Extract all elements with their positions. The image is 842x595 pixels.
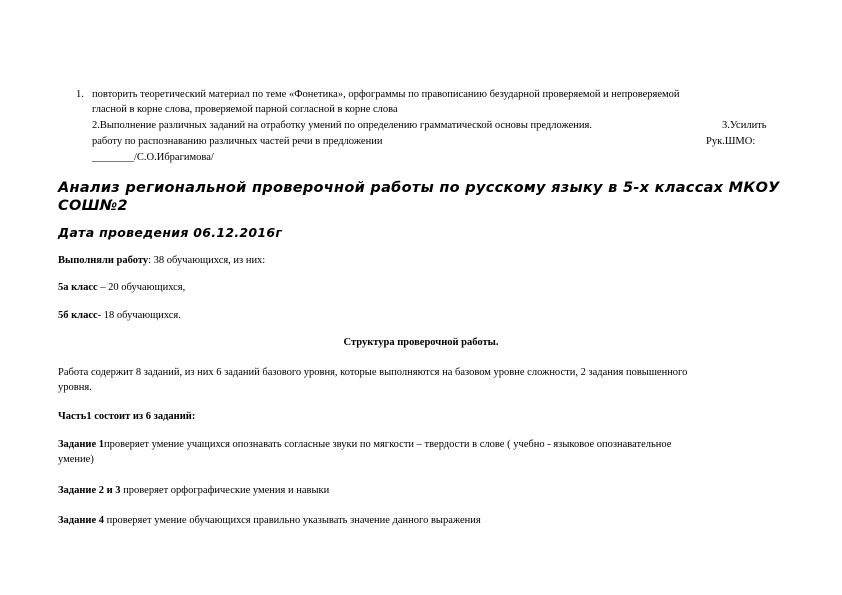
- participants-line: [58, 254, 265, 267]
- class-5a-label: 5а класс: [58, 282, 98, 293]
- part-heading: [58, 410, 195, 423]
- class-5a-line: [58, 281, 185, 294]
- signature-label: Рук.ШМО:: [706, 136, 756, 147]
- structure-title: Структура проверочной работы.: [343, 337, 499, 348]
- list-item-line: работу по распознаванию различных частей речи в предложении: [92, 136, 383, 147]
- document-title: Анализ региональной проверочной работы по русскому языку в 5-х классах МКОУ: [58, 180, 780, 196]
- task23-line: [58, 484, 329, 497]
- task1-label: Задание 1: [58, 439, 104, 450]
- participants-label: Выполняли работу: [58, 255, 149, 266]
- list-item-line: гласной в корне слова, проверяемой парной согласной в корне слова: [92, 104, 398, 115]
- task23-label: Задание 2 и 3: [58, 485, 121, 496]
- list-item-line: 2.Выполнение различных заданий на отработку умений по определению грамматической основы предложения.: [92, 120, 592, 131]
- section-title: [0, 336, 842, 349]
- task1-line-cont: умение): [58, 454, 94, 465]
- document-title-cont: СОШ№2: [58, 198, 128, 214]
- paragraph-line: Работа содержит 8 заданий, из них 6 заданий базового уровня, которые выполняются на базовом уровне сложности, 2 задания повышенного: [58, 367, 688, 378]
- class-5b-line: [58, 309, 181, 322]
- task4-label: Задание 4: [58, 515, 104, 526]
- signature-line: ________/С.О.Ибрагимова/: [92, 152, 214, 163]
- task1-text: проверяет умение учащихся опознавать согласные звуки по мягкости – твердости в слове ( учебно - языковое опознавательное: [104, 439, 672, 450]
- list-number: 1.: [76, 89, 84, 100]
- participants-text: : 38 обучающихся, из них:: [148, 255, 266, 266]
- task4-text: проверяет умение обучающихся правильно указывать значение данного выражения: [104, 515, 481, 526]
- date-heading: Дата проведения 06.12.2016г: [58, 225, 283, 240]
- list-item-line: повторить теоретический материал по теме «Фонетика», орфограммы по правописанию безударной проверяемой и непроверяемой: [92, 89, 680, 100]
- class-5a-text: – 20 обучающихся,: [97, 282, 186, 293]
- class-5b-label: 5б класс: [58, 310, 98, 321]
- list-item-line: 3.Усилить: [722, 120, 767, 131]
- task1-line: [58, 438, 671, 451]
- class-5b-text: - 18 обучающихся.: [97, 310, 181, 321]
- paragraph-line: уровня.: [58, 382, 92, 393]
- task4-line: [58, 514, 481, 527]
- task23-text: проверяет орфографические умения и навыки: [120, 485, 330, 496]
- part1-label: Часть1 состоит из 6 заданий:: [58, 411, 196, 422]
